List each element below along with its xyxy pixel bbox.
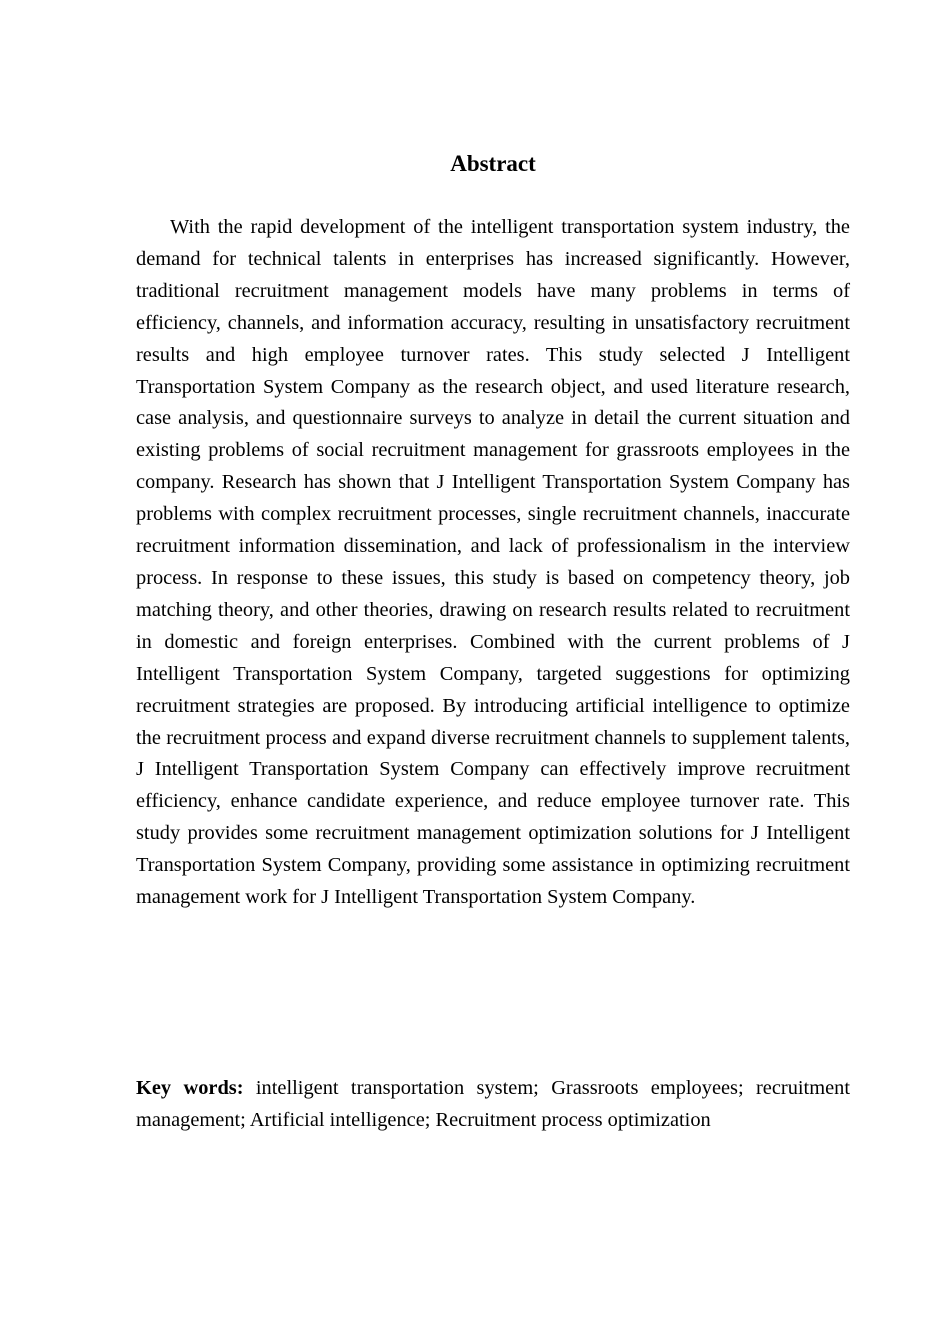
abstract-paragraph: With the rapid development of the intelligent transportation system industry, the demand for technical talents in enterprises has increased significantly. However, traditional recruitment management models have many problems in terms of efficiency, channels, and information accuracy, resulting in unsatisfactory recruitment results and high employee turnover rates. This study selected J Intelligent Transportation System Company as the research object, and used literature research, case analysis, and questionnaire surveys to analyze in detail the current situation and existing problems of social recruitment management for grassroots employees in the company. Research has shown that J Intelligent Transportation System Company has problems with complex recruitment processes, single recruitment channels, inaccurate recruitment information dissemination, and lack of professionalism in the interview process. In response to these issues, this study is based on competency theory, job matching theory, and other theories, drawing on research results related to recruitment in domestic and foreign enterprises. Combined with the current problems of J Intelligent Transportation System Company, targeted suggestions for optimizing recruitment strategies are proposed. By introducing artificial intelligence to optimize the recruitment process and expand diverse recruitment channels to supplement talents, J Intelligent Transportation System Company can effectively improve recruitment efficiency, enhance candidate experience, and reduce employee turnover rate. This study provides some recruitment management optimization solutions for J Intelligent Transportation System Company, providing some assistance in optimizing recruitment management work for J Intelligent Transportation System Company. (136, 216, 850, 909)
abstract-title: Abstract (450, 151, 536, 176)
keywords-paragraph (136, 1073, 850, 1137)
keywords-list: intelligent transportation system; Grassroots employees; recruitment management; Artificial intelligence; Recruitment process optimization (136, 1077, 850, 1131)
keywords-label: Key words: (136, 1077, 244, 1099)
